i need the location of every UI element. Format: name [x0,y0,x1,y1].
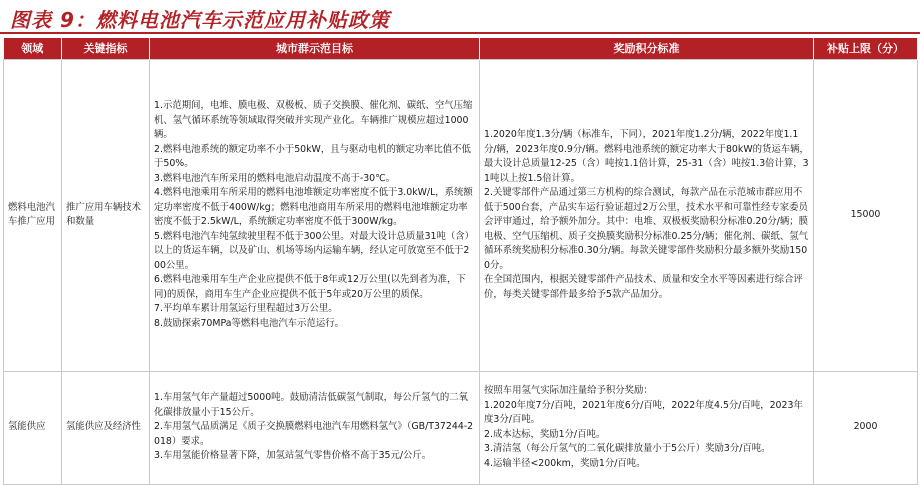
key-index-cell: 推广应用车辆技术和数量 [62,59,150,371]
reward-item: 2.成本达标，奖励1分/百吨。 [484,428,606,440]
target-item: 7.平均单车累计用氢运行里程超过3万公里。 [154,303,338,314]
reward-item: 1.2020年度1.3分/辆（标准车，下同），2021年度1.2分/辆，2022年度1.1分/辆，2023年度0.9分/辆。燃料电池系统的额定功率大于80kW的货运车辆，最大设计总质量12-25（含）吨按1.1倍计算，25-31（含）吨按1.3倍计算，31吨以上按1.5倍计算。 [484,129,809,184]
table-header-row [4,38,918,59]
target-item: 3.车用氢能价格显著下降，加氢站氢气零售价格不高于35元/公斤。 [154,450,432,462]
target-item: 8.鼓励探索70MPa等燃料电池汽车示范运行。 [154,317,344,329]
header-domain: 领域 [4,38,62,59]
target-item: 5.燃料电池汽车纯氢续驶里程不低于300公里。对最大设计总质量31吨（含）以上的货运车辆，以及矿山、机场等场内运输车辆，经认定可放宽至不低于200公里。 [154,230,475,271]
reward-item: 1.2020年度7分/百吨，2021年度6分/百吨，2022年度4.5分/百吨，2023年度3分/百吨。 [484,399,803,425]
key-index-cell: 氢能供应及经济性 [62,371,150,484]
subsidy-cap-cell: 2000 [814,371,918,484]
figure-title: 图表 9：燃料电池汽车示范应用补贴政策 [10,8,390,32]
table-row [4,59,918,371]
domain-cell: 氢能供应 [4,371,62,484]
reward-item: 2.关键零部件产品通过第三方机构的综合测试，每款产品在示范城市群应用不低于500台套，产品实车运行验证超过2万公里，技术水平和可靠性经专家委员会评审通过，给予额外加分。其中：电堆、双极板奖励积分标准0.20分/辆；膜电极、空气压缩机、质子交换膜奖励积分标准0.25分/辆；催化剂、碳纸、氢气循环系统奖励积分标准0.30分/辆。每款关键零部件奖励积分最多额外奖励1500分。 [484,187,809,271]
reward-standard-cell [480,371,814,484]
header-subsidy-cap: 补贴上限（分） [814,38,918,59]
figure-title-bar [0,0,920,34]
header-city-target: 城市群示范目标 [150,38,480,59]
subsidy-policy-table [3,38,918,485]
city-target-cell [150,371,480,484]
target-item: 2.燃料电池系统的额定功率不小于50kW，且与驱动电机的额定功率比值不低于50%。 [154,143,471,169]
target-item: 4.燃料电池乘用车所采用的燃料电池堆额定功率密度不低于3.0kW/L，系统额定功率密度不低于400W/kg；燃料电池商用车所采用的燃料电池堆额定功率密度不低于2.5kW/L，系统额定功率密度不低于300W/kg。 [154,187,473,227]
target-item: 3.燃料电池汽车所采用的燃料电池启动温度不高于-30℃。 [154,172,396,184]
reward-standard-cell [480,59,814,371]
header-reward-standard: 奖励积分标准 [480,38,814,59]
reward-item: 3.清洁氢（每公斤氢气的二氧化碳排放量小于5公斤）奖励3分/百吨。 [484,443,771,454]
target-item: 1.示范期间，电堆、膜电极、双极板、质子交换膜、催化剂、碳纸、空气压缩机、氢气循环系统等领域取得突破并实现产业化。车辆推广规模应超过1000辆。 [154,100,473,140]
domain-cell: 燃料电池汽车推广应用 [4,59,62,371]
target-item: 6.燃料电池乘用车生产企业应提供不低于8年或12万公里(以先到者为准，下同)的质保，商用车生产企业应提供不低于5年或20万公里的质保。 [154,274,466,300]
reward-item: 在全国范围内，根据关键零部件产品技术、质量和安全水平等因素进行综合评价，每类关键零部件最多给予5款产品加分。 [484,274,803,300]
table-row [4,371,918,484]
header-key-index: 关键指标 [62,38,150,59]
city-target-cell [150,59,480,371]
target-item: 2.车用氢气品质满足《质子交换膜燃料电池汽车用燃料氢气》（GB/T37244-2018）要求。 [154,421,474,447]
subsidy-cap-cell: 15000 [814,59,918,371]
reward-item: 4.运输半径<200km，奖励1分/百吨。 [484,457,646,469]
reward-intro: 按照车用氢气实际加注量给予积分奖励： [484,385,653,396]
target-item: 1.车用氢气年产量超过5000吨。鼓励清洁低碳氢气制取，每公斤氢气的二氧化碳排放量小于15公斤。 [154,392,469,418]
